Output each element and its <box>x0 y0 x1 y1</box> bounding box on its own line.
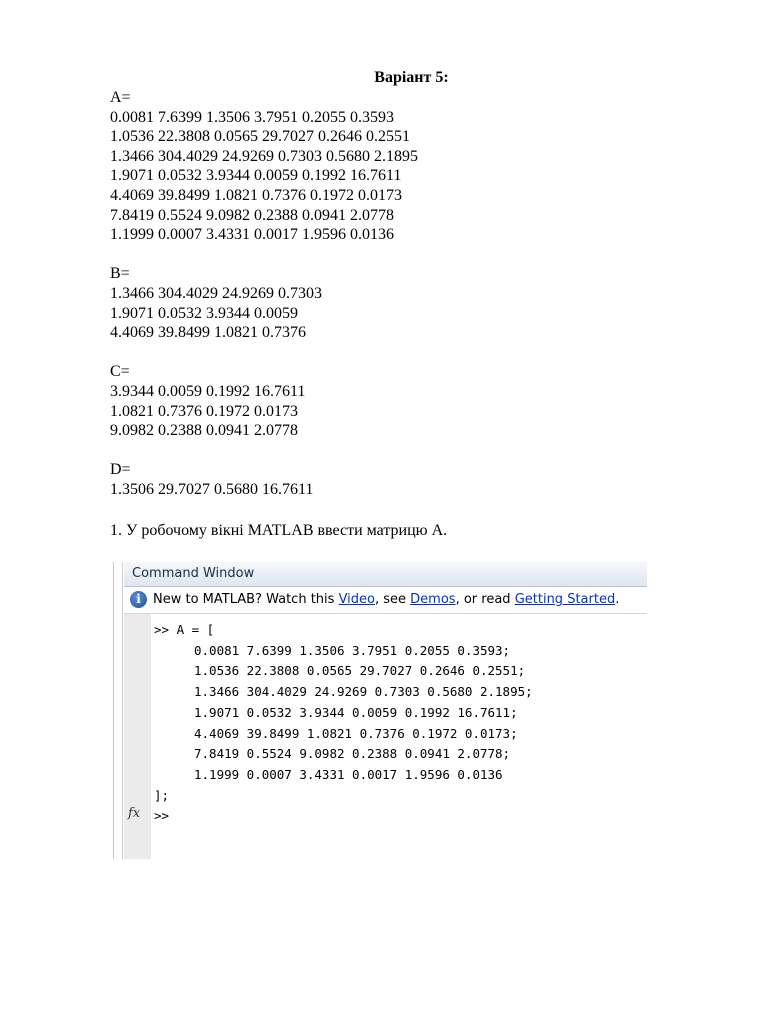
console-line: ]; <box>154 787 170 803</box>
matrix-row: 1.0536 22.3808 0.0565 29.7027 0.2646 0.2551 <box>110 128 410 146</box>
console-prompt[interactable]: >> <box>154 808 170 824</box>
instruction-text: 1. У робочому вікні MATLAB ввести матрицю А. <box>110 522 448 540</box>
matrix-row: 1.9071 0.0532 3.9344 0.0059 0.1992 16.7611 <box>110 167 402 185</box>
document-body <box>110 68 670 541</box>
function-browser-icon[interactable]: fx <box>128 806 141 821</box>
getting-started-link[interactable]: Getting Started <box>514 592 616 607</box>
info-icon: i <box>130 591 147 608</box>
window-edge <box>114 562 123 859</box>
console-line: 4.4069 39.8499 1.0821 0.7376 0.1972 0.0173; <box>194 725 518 741</box>
console-line: 0.0081 7.6399 1.3506 3.7951 0.2055 0.3593; <box>194 642 511 658</box>
console-line: 7.8419 0.5524 9.0982 0.2388 0.0941 2.0778; <box>194 746 511 762</box>
matrix-label: D= <box>110 461 131 479</box>
info-text: New to MATLAB? Watch this Video, see Demos, or read Getting Started. <box>153 592 620 607</box>
matrix-label: B= <box>110 265 130 283</box>
info-bar <box>124 587 647 614</box>
matrix-row: 3.9344 0.0059 0.1992 16.7611 <box>110 382 306 400</box>
console-line: 1.0536 22.3808 0.0565 29.7027 0.2646 0.2551; <box>194 663 526 679</box>
matlab-command-window-screenshot <box>113 562 647 859</box>
console-line: 1.1999 0.0007 3.4331 0.0017 1.9596 0.0136 <box>194 766 503 782</box>
console-line: >> A = [ <box>154 622 215 637</box>
matrix-row: 7.8419 0.5524 9.0982 0.2388 0.0941 2.0778 <box>110 206 394 224</box>
matrix-row: 0.0081 7.6399 1.3506 3.7951 0.2055 0.3593 <box>110 108 394 126</box>
matrix-row: 1.9071 0.0532 3.9344 0.0059 <box>110 304 298 322</box>
matrix-label: C= <box>110 363 130 381</box>
matrix-row: 9.0982 0.2388 0.0941 2.0778 <box>110 422 298 440</box>
console-output[interactable] <box>154 620 533 827</box>
matrix-row: 4.4069 39.8499 1.0821 0.7376 <box>110 324 306 342</box>
command-window-title-bar[interactable] <box>124 562 647 587</box>
matrix-c-block <box>110 362 670 440</box>
matrix-label: A= <box>110 89 131 106</box>
variant-title: Варіант 5: <box>374 69 449 86</box>
matrix-row: 1.3506 29.7027 0.5680 16.7611 <box>110 480 314 498</box>
demos-link[interactable]: Demos <box>410 592 456 607</box>
matrix-row: 1.3466 304.4029 24.9269 0.7303 0.5680 2.1895 <box>110 147 418 165</box>
console-line: 1.3466 304.4029 24.9269 0.7303 0.5680 2.1895; <box>194 684 533 700</box>
matrix-d-block <box>110 460 670 499</box>
matrix-a-block <box>110 88 670 245</box>
console-gutter <box>124 614 151 859</box>
matrix-b-block <box>110 264 670 342</box>
video-link[interactable]: Video <box>338 592 375 607</box>
matrix-row: 1.0821 0.7376 0.1972 0.0173 <box>110 402 298 420</box>
console-line: 1.9071 0.0532 3.9344 0.0059 0.1992 16.7611; <box>194 704 518 720</box>
matrix-row: 1.1999 0.0007 3.4331 0.0017 1.9596 0.0136 <box>110 226 394 244</box>
window-title: Command Window <box>132 566 255 581</box>
matrix-row: 4.4069 39.8499 1.0821 0.7376 0.1972 0.0173 <box>110 186 402 204</box>
matrix-row: 1.3466 304.4029 24.9269 0.7303 <box>110 284 322 302</box>
